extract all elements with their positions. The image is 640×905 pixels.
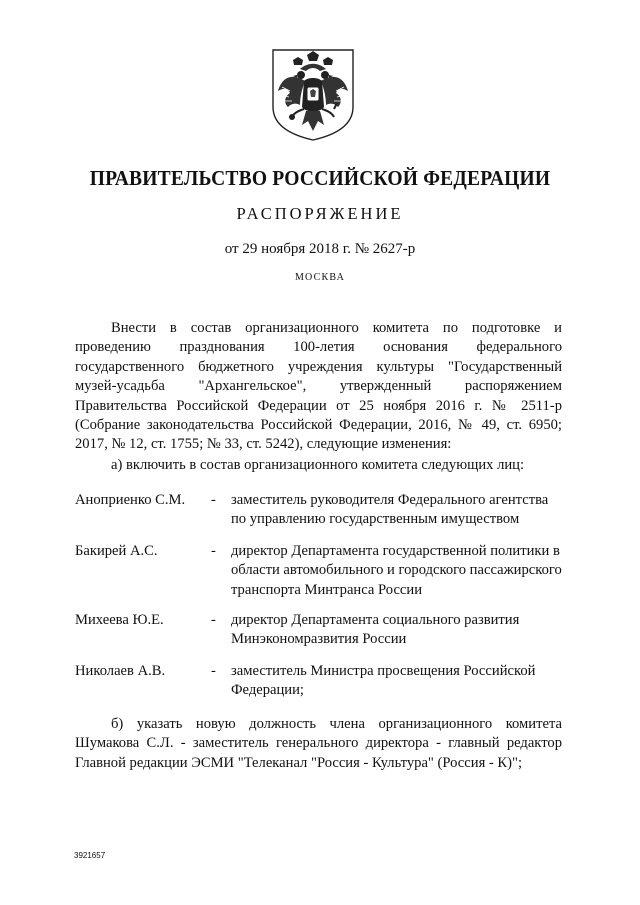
member-dash: - [211, 612, 216, 628]
member-name: Николаев А.В. [75, 663, 166, 679]
member-name: Бакирей А.С. [75, 543, 158, 559]
member-dash: - [211, 663, 216, 679]
document-number-footer: 3921657 [74, 851, 106, 860]
member-dash: - [211, 543, 216, 559]
member-role: директор Департамента государственной политики в области автомобильного и городского пассажирского транспорта Минтранса России [231, 543, 562, 598]
document-type: РАСПОРЯЖЕНИЕ [236, 204, 404, 223]
date-number-line: от 29 ноября 2018 г. № 2627-р [224, 241, 416, 257]
intro-paragraph: Внести в состав организационного комитета по подготовке и проведению празднования 100-летия основания федерального государственного бюджетного учреждения культуры "Государственный музей-усадьба "Архангельское", утвержденный распоряжением Правительства Российской Федерации от 25 ноября 2016 г. № 2511-р (Собрание законодательства Российской Федерации, 2016, № 49, ст. 6950; 2017, № 12, ст. 1755; № 33, ст. 5242), следующие изменения: [75, 320, 562, 453]
russian-coat-of-arms-icon [270, 47, 356, 143]
member-name: Михеева Ю.Е. [75, 612, 164, 628]
member-role: заместитель руководителя Федерального агентства по управлению государственным имуществом [231, 492, 549, 528]
member-role: заместитель Министра просвещения Российской Федерации; [231, 663, 536, 699]
government-title: ПРАВИТЕЛЬСТВО РОССИЙСКОЙ ФЕДЕРАЦИИ [89, 166, 551, 190]
city-name: МОСКВА [294, 272, 346, 283]
member-role: директор Департамента социального развития Минэкономразвития России [231, 612, 520, 648]
item-a-paragraph: а) включить в состав организационного комитета следующих лиц: [111, 457, 525, 473]
member-dash: - [211, 492, 216, 508]
member-name: Аноприенко С.М. [75, 492, 186, 508]
item-b-paragraph: б) указать новую должность члена организационного комитета Шумакова С.Л. - заместитель генерального директора - главный редактор Главной редакции ЭСМИ "Телеканал "Россия - Культура" (Россия - К)"; [75, 716, 562, 771]
